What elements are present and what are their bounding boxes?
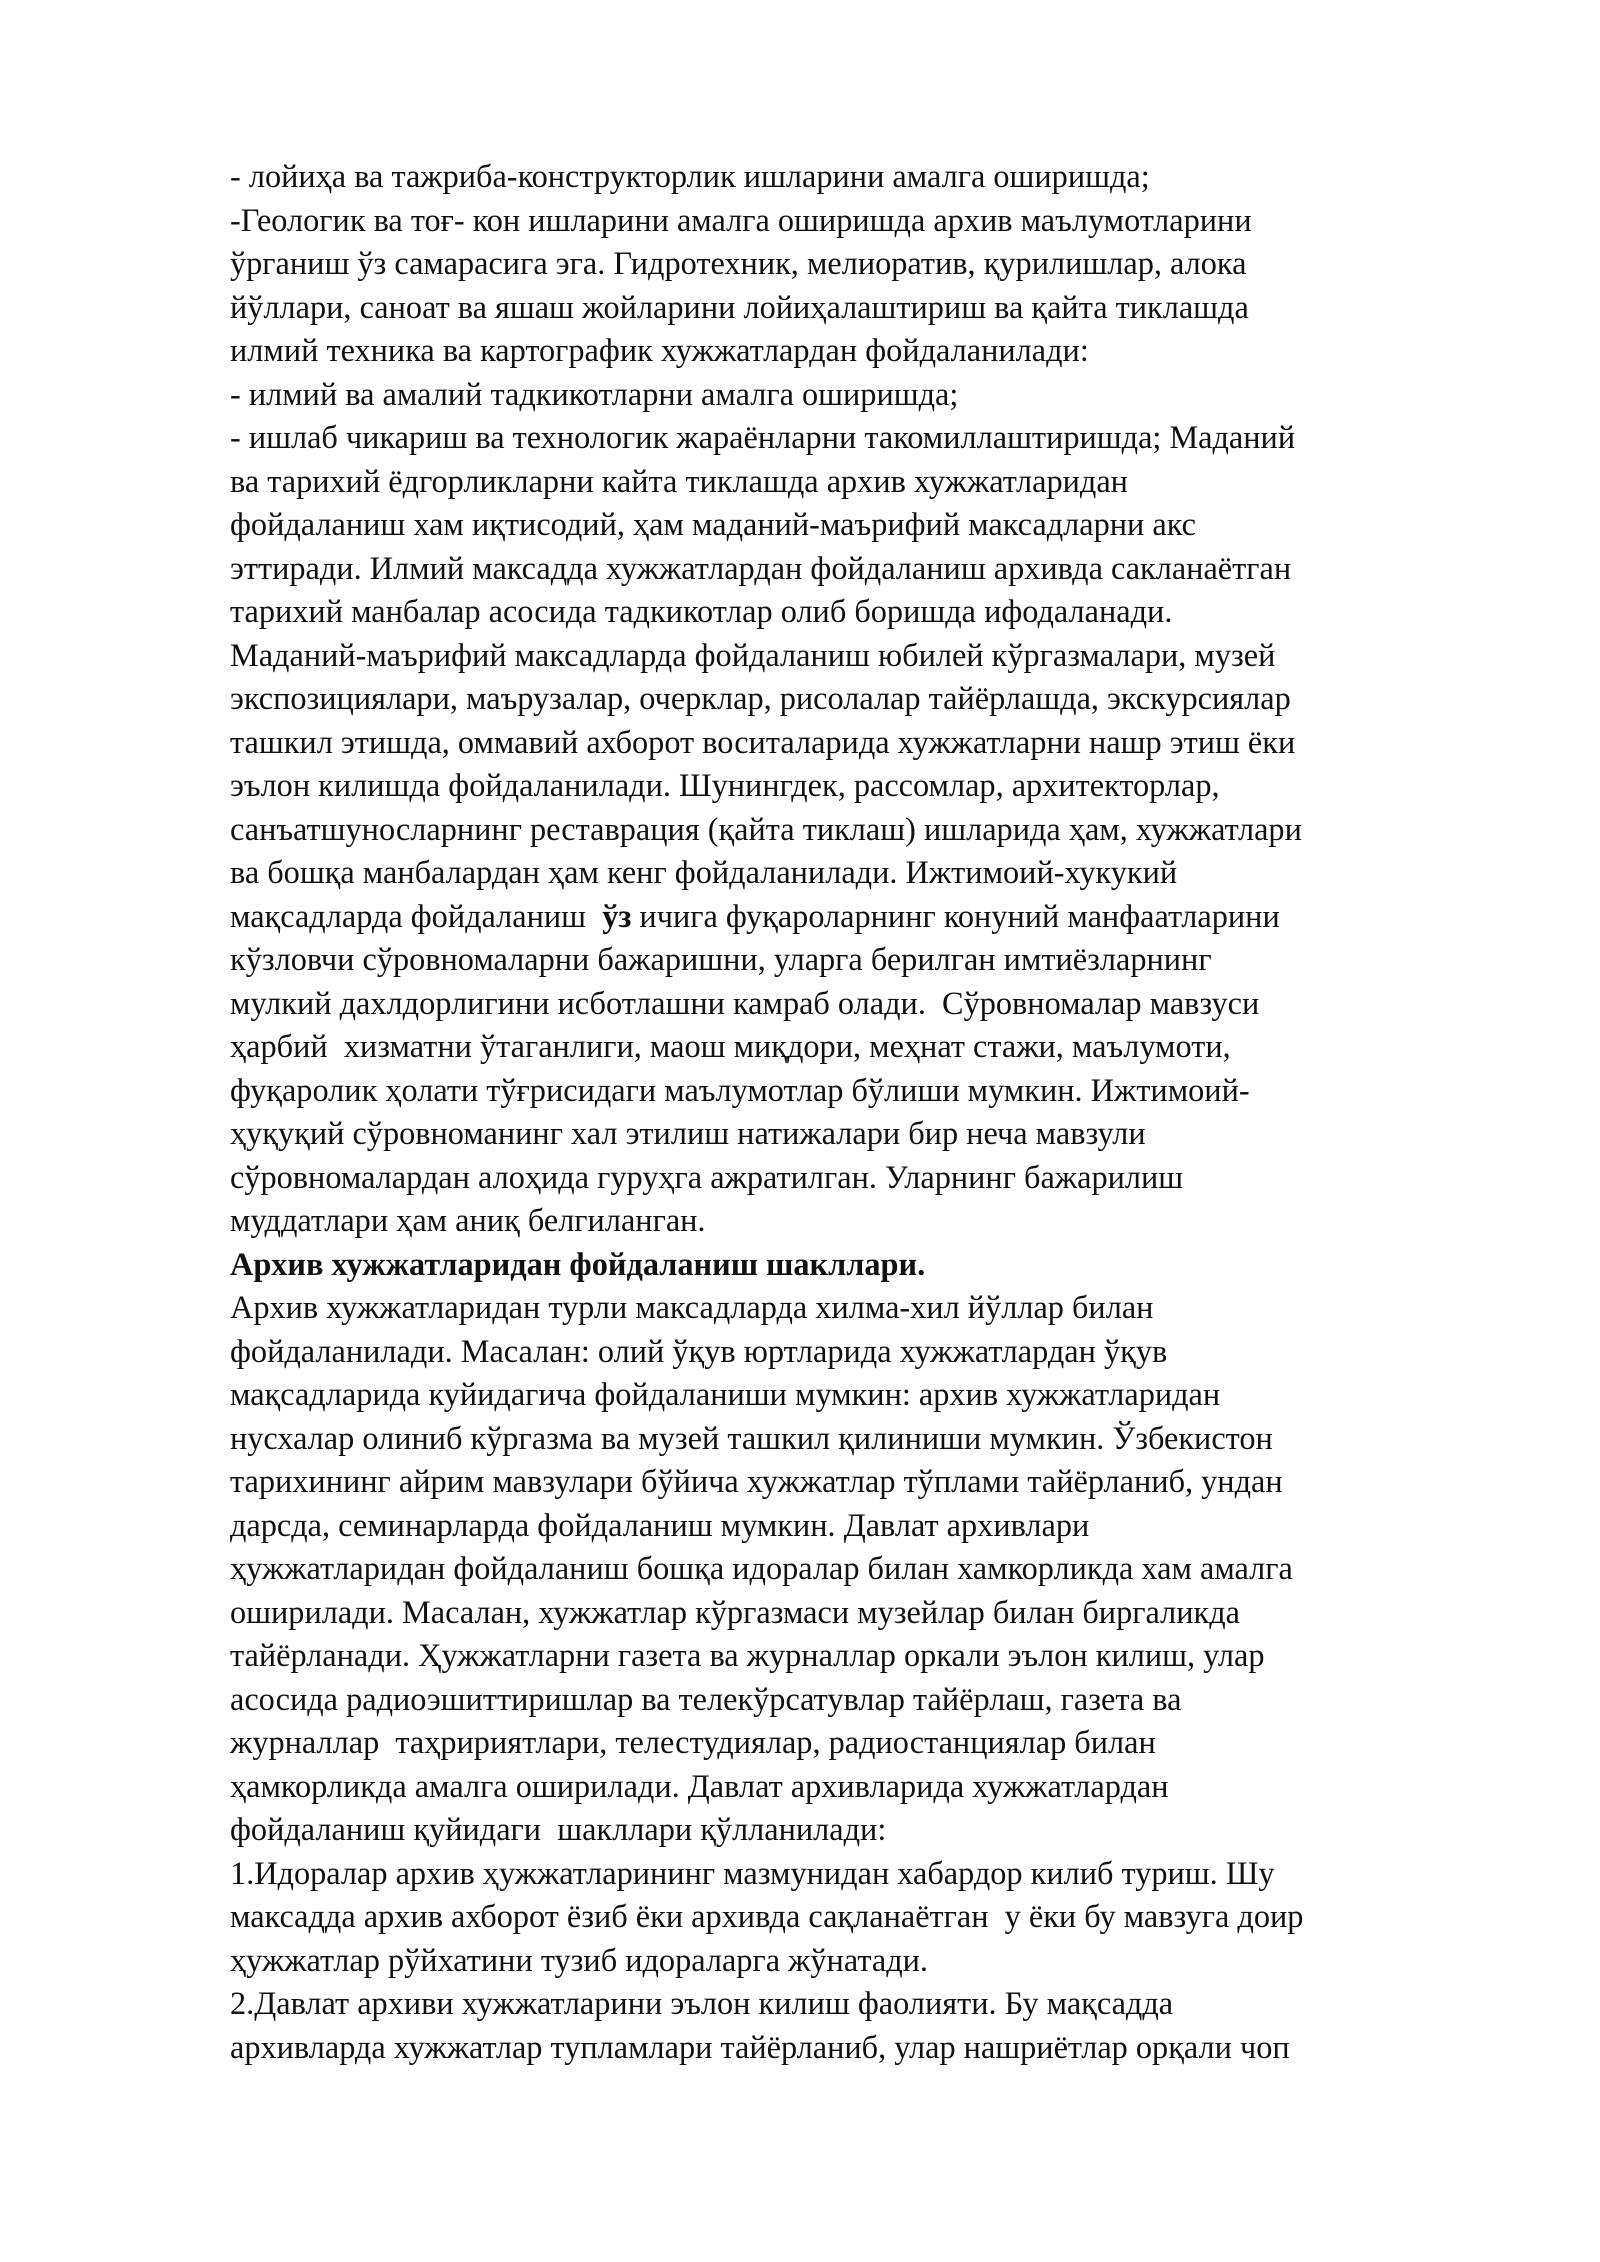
text-line: тарихининг айрим мавзулари бўйича хужжатлар тўплами тайёрланиб, ундан (230, 1463, 1283, 1499)
text-line: журналлар таҳририятлари, телестудиялар, радиостанциялар билан (230, 1724, 1156, 1760)
text-line: дарсда, семинарларда фойдаланиш мумкин. Давлат архивлари (230, 1506, 1090, 1543)
text-line: ва тарихий ёдгорликларни кайта тиклашда архив хужжатларидан (230, 462, 1128, 499)
text-line: - лойиҳа ва тажриба-конструкторлик ишларини амалга оширишда; (230, 158, 1150, 194)
document-page (230, 155, 1520, 2069)
text-line: архивларда хужжатлар тупламлари тайёрланиб, улар нашриётлар орқали чоп (230, 2028, 1290, 2065)
text-line: сўровномалардан алоҳида гуруҳга ажратилган. Уларнинг бажарилиш (230, 1158, 1184, 1195)
text-line: эълон килишда фойдаланилади. Шунингдек, рассомлар, архитекторлар, (230, 767, 1220, 803)
text-line: фойдаланиш хам иқтисодий, ҳам маданий-маърифий максадларни акс (230, 506, 1196, 542)
text-line: фойдаланиш қуйидаги шакллари қўлланилади: (230, 1811, 887, 1847)
text-line: ҳуқуқий сўровноманинг хал этилиш натижалари бир неча мавзули (230, 1115, 1146, 1151)
text-line: - илмий ва амалий тадкикотларни амалга оширишда; (230, 375, 959, 412)
text-segment: мақсадларда фойдаланиш (230, 897, 603, 934)
text-line: фойдаланилади. Масалан: олий ўқув юртларида хужжатлардан ўқув (230, 1332, 1168, 1369)
text-line: оширилади. Масалан, хужжатлар кўргазмаси музейлар билан биргаликда (230, 1593, 1240, 1630)
text-line: мақсадларида куйидагича фойдаланиши мумкин: архив хужжатларидан (230, 1376, 1221, 1412)
text-line: тайёрланади. Ҳужжатларни газета ва журналлар оркали эълон килиш, улар (230, 1637, 1265, 1673)
text-line: ҳужжатларидан фойдаланиш бошқа идоралар билан хамкорликда хам амалга (230, 1550, 1293, 1586)
text-line: Архив хужжатларидан турли максадларда хилма-хил йўллар билан (230, 1289, 1154, 1325)
text-line: тарихий манбалар асосида тадкикотлар олиб боришда ифодаланади. (230, 593, 1173, 629)
text-line: санъатшуносларнинг реставрация (қайта тиклаш) ишларида ҳам, хужжатлари (230, 810, 1302, 847)
text-line: нусхалар олиниб кўргазма ва музей ташкил қилиниши мумкин. Ўзбекистон (230, 1419, 1273, 1456)
text-line: йўллари, саноат ва яшаш жойларини лойиҳалаштириш ва қайта тиклашда (230, 288, 1249, 325)
text-line: ҳамкорликда амалга оширилади. Давлат архивларида хужжатлардан (230, 1767, 1169, 1804)
bold-word: ўз (602, 897, 632, 934)
text-line-with-bold (230, 895, 1520, 939)
text-line: ташкил этишда, оммавий ахборот воситаларида хужжатларни нашр этиш ёки (230, 723, 1296, 760)
text-line: максадда архив ахборот ёзиб ёки архивда сақланаётган у ёки бу мавзуга доир (230, 1898, 1304, 1934)
text-line: - ишлаб чикариш ва технологик жараёнларни такомиллаштиришда; Маданий (230, 419, 1296, 455)
text-line: мулкий дахлдорлигини исботлашни камраб олади. Сўровномалар мавзуси (230, 984, 1260, 1021)
text-line: муддатлари ҳам аниқ белгиланган. (230, 1202, 706, 1238)
text-line: кўзловчи сўровномаларни бажаришни, уларга берилган имтиёзларнинг (230, 941, 1212, 977)
text-line: фуқаролик ҳолати тўғрисидаги маълумотлар бўлиши мумкин. Ижтимоий- (230, 1071, 1250, 1108)
text-line: 2.Давлат архиви хужжатларини эълон килиш фаолияти. Бу мақсадда (230, 1985, 1174, 2021)
text-line: -Геологик ва тоғ- кон ишларини амалга оширишда архив маълумотларини (230, 201, 1252, 238)
section-heading: Архив хужжатларидан фойдаланиш шакллари. (230, 1245, 926, 1282)
text-line: асосида радиоэшиттиришлар ва телекўрсатувлар тайёрлаш, газета ва (230, 1680, 1182, 1717)
text-line: эттиради. Илмий максадда хужжатлардан фойдаланиш архивда сакланаётган (230, 549, 1292, 586)
text-line: экспозициялари, маърузалар, очерклар, рисолалар тайёрлашда, экскурсиялар (230, 680, 1291, 716)
text-line: ҳужжатлар рўйхатини тузиб идораларга жўнатади. (230, 1941, 928, 1978)
text-line: Маданий-маърифий максадларда фойдаланиш юбилей кўргазмалари, музей (230, 636, 1276, 673)
text-segment: ичига фуқароларнинг конуний манфаатларини (631, 897, 1280, 934)
text-line: илмий техника ва картографик хужжатлардан фойдаланилади: (230, 332, 1089, 368)
text-line: ҳарбий хизматни ўтаганлиги, маош миқдори, меҳнат стажи, маълумоти, (230, 1028, 1231, 1064)
document-body (230, 155, 1520, 2069)
text-line: ва бошқа манбалардан ҳам кенг фойдаланилади. Ижтимоий-хукукий (230, 854, 1178, 890)
text-line: 1.Идоралар архив ҳужжатларининг мазмунидан хабардор килиб туриш. Шу (230, 1854, 1275, 1891)
text-line: ўрганиш ўз самарасига эга. Гидротехник, мелиоратив, қурилишлар, алока (230, 245, 1247, 281)
